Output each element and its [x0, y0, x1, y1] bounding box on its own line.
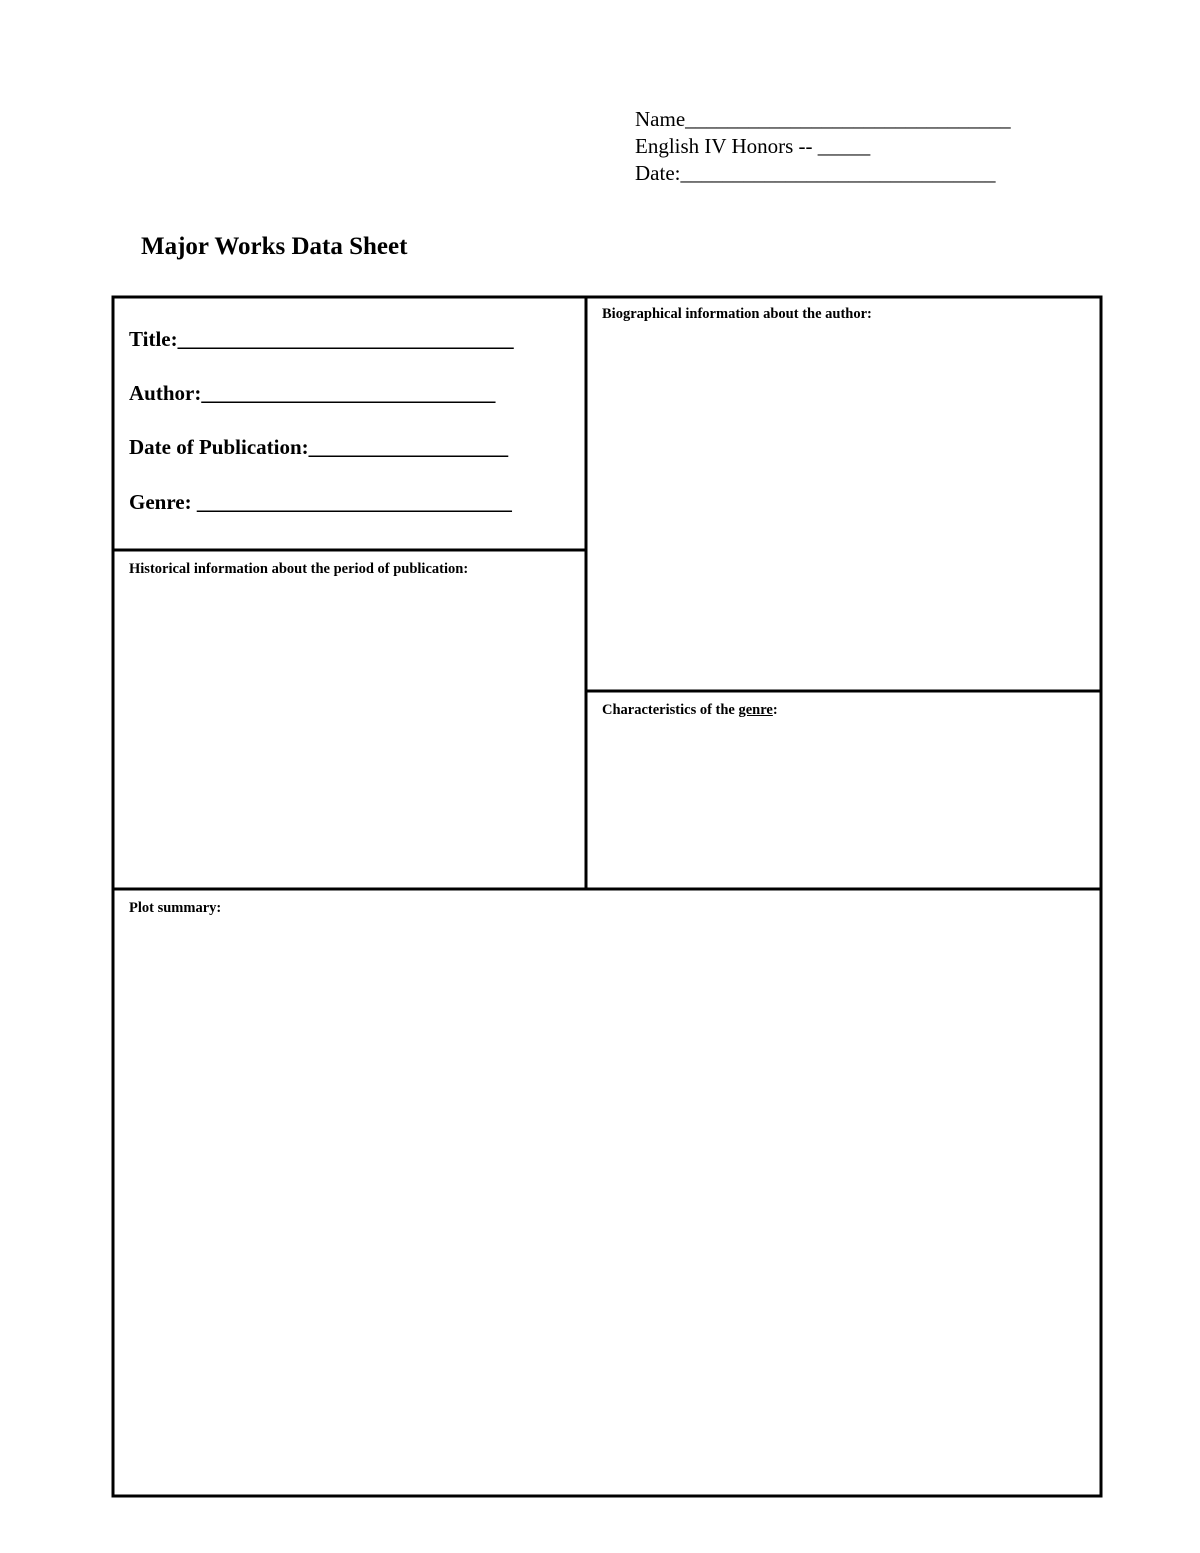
genre-field[interactable]: Genre: ______________________________: [129, 490, 512, 514]
name-line[interactable]: Name_______________________________: [635, 107, 1011, 131]
date-of-publication-field[interactable]: Date of Publication:___________________: [129, 435, 509, 459]
genre-emphasis: genre: [738, 702, 773, 718]
author-field[interactable]: Author:____________________________: [129, 381, 496, 405]
characteristics-suffix: :: [772, 702, 778, 718]
page-title: Major Works Data Sheet: [141, 233, 408, 260]
course-line[interactable]: English IV Honors -- _____: [635, 134, 871, 158]
plot-summary-label: Plot summary:: [129, 900, 222, 916]
title-field[interactable]: Title:________________________________: [129, 327, 514, 351]
outer-border: [113, 297, 1101, 1496]
characteristics-prefix: Characteristics of the: [602, 702, 739, 718]
genre-characteristics-label: [602, 702, 778, 719]
historical-info-label: Historical information about the period of publication:: [129, 561, 469, 577]
date-line[interactable]: Date:______________________________: [635, 161, 996, 185]
biographical-info-label: Biographical information about the author:: [602, 306, 872, 322]
